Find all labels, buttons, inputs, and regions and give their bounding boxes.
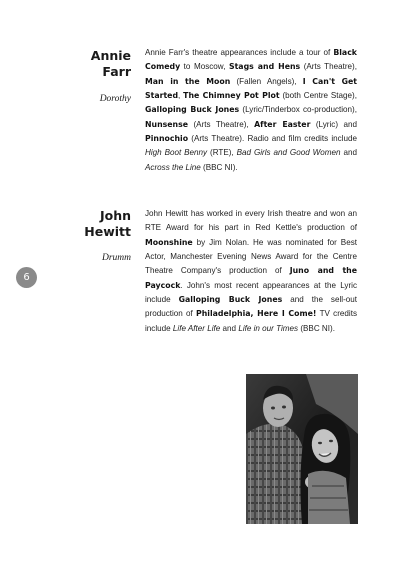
production-title: Man in the Moon: [145, 76, 231, 86]
bio-text: TV credits include: [145, 309, 357, 333]
bio-text: (Lyric/Tinderbox co-production),: [239, 105, 357, 115]
production-title: I Can't Get Started: [145, 76, 357, 101]
bio-text: and: [340, 148, 357, 158]
production-title: Philadelphia, Here I Come!: [196, 309, 317, 319]
bio-text: (Lyric) and: [310, 119, 357, 129]
production-title: Stags and Hens: [228, 62, 301, 72]
actor-name-first: John: [99, 208, 131, 223]
screen-credit-title: High Boot Benny: [145, 148, 208, 158]
character-role: Drumm: [101, 253, 131, 263]
actor-name: [91, 48, 131, 80]
bio-text: (Fallen Angels),: [230, 76, 303, 86]
bio-text: (both Centre Stage),: [279, 91, 358, 101]
bio-text: . John's most recent appearances at the Lyric include: [145, 280, 357, 305]
bio-text: to Moscow,: [180, 62, 229, 72]
rehearsal-photo: [246, 374, 358, 524]
bio-text: ,: [178, 91, 184, 101]
screen-credit-title: Bad Girls and Good Women: [236, 148, 341, 158]
actor-name-last: Hewitt: [84, 224, 131, 239]
bio-text: (RTE),: [207, 148, 237, 158]
bio-text: John Hewitt has worked in every Irish theatre and won an RTE Award for his part in Red Kettle's production of: [145, 209, 357, 233]
screen-credit-title: Life in our Times: [238, 323, 299, 333]
bio-text: (BBC NI).: [200, 162, 238, 172]
production-title: Nunsense: [145, 119, 189, 129]
character-role: Dorothy: [99, 94, 131, 104]
production-title: Moonshine: [145, 237, 193, 247]
bio-text: and: [220, 323, 239, 333]
bio-text: (Arts Theatre),: [188, 119, 255, 129]
production-title: Pinnochio: [145, 134, 189, 144]
screen-credit-title: Life After Life: [172, 323, 221, 333]
production-title: Galloping Buck Jones: [178, 295, 283, 305]
production-title: After Easter: [254, 119, 311, 129]
bio-text: (BBC NI).: [298, 323, 335, 333]
bio-text: by Jim Nolan. He was nominated for Best Actor, Manchester Evening News Award for the Centre Theatre Company's production of: [145, 237, 357, 276]
page-number-badge: 6: [16, 267, 37, 288]
production-title: Galloping Buck Jones: [145, 105, 240, 115]
actor-name: [84, 208, 131, 240]
screen-credit-title: Across the Line: [145, 162, 201, 172]
bio-text: (Arts Theatre). Radio and film credits include: [188, 134, 357, 144]
actor-name-first: Annie: [90, 48, 131, 63]
bio-text: and the sell-out production of: [145, 295, 358, 319]
actor-biography: [145, 207, 357, 336]
actor-name-last: Farr: [102, 64, 131, 79]
bio-text: Annie Farr's theatre appearances include a tour of: [145, 48, 334, 57]
production-title: Juno and the Paycock: [145, 266, 358, 290]
production-title: Black Comedy: [145, 48, 357, 72]
actor-biography: [145, 46, 357, 175]
production-title: The Chimney Pot Plot: [183, 91, 280, 101]
bio-text: (Arts Theatre),: [300, 62, 357, 72]
